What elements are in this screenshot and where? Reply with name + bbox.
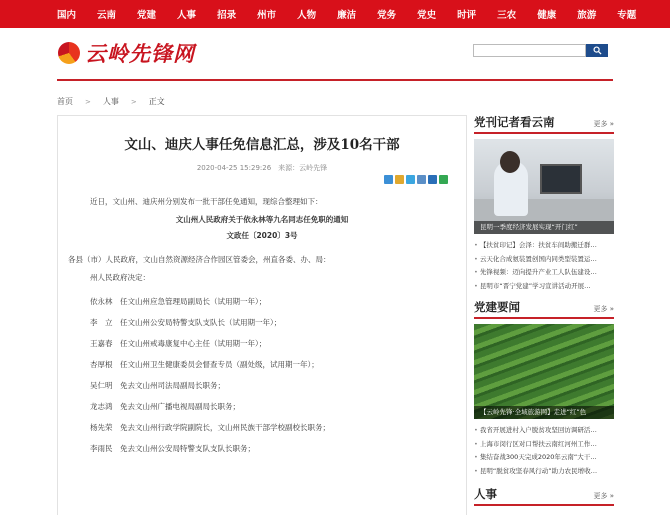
logo-text: 云岭先锋网	[85, 41, 195, 66]
sidebar-section-news	[474, 297, 614, 478]
article-title: 文山、迪庆人事任免信息汇总，涉及10名干部	[124, 137, 400, 153]
article-paragraph: 州人民政府决定：	[90, 273, 150, 282]
section-header	[474, 112, 614, 134]
sidebar	[474, 112, 614, 506]
breadcrumb-separator: >	[130, 97, 137, 106]
article-paragraph: 文政任〔2020〕3号	[226, 231, 298, 240]
header-divider	[57, 79, 613, 81]
breadcrumb-separator: >	[85, 97, 91, 106]
news-list	[474, 424, 614, 478]
photo-monitor	[540, 164, 582, 194]
feature-image[interactable]	[474, 139, 614, 234]
article-paragraph: 李 立 任文山州公安局特警支队支队长（试用期一年）；	[90, 318, 282, 327]
article-meta: 2020-04-25 15:29:26 来源：云岭先锋	[196, 164, 328, 172]
feature-image[interactable]	[474, 324, 614, 419]
logo-mark-icon	[58, 42, 80, 64]
section-header	[474, 297, 614, 319]
article-paragraph: 依永林 任文山州应急管理局副局长（试用期一年）；	[90, 297, 267, 306]
nav-item[interactable]: 党建	[137, 10, 157, 21]
news-link[interactable]: • 我省开展进村入户脱贫攻坚回访调研活…	[474, 424, 614, 438]
breadcrumb	[57, 96, 165, 107]
article-paragraph: 杨先荣 免去文山州行政学院副院长，文山州民族干部学校副校长职务；	[90, 423, 330, 432]
article-body	[68, 197, 456, 454]
nav-item[interactable]: 招录	[217, 10, 237, 21]
article-paragraph: 吴仁明 免去文山州司法局副局长职务；	[90, 381, 225, 390]
share-qzone-icon[interactable]	[384, 175, 393, 184]
nav-item[interactable]: 人物	[297, 10, 317, 21]
nav-item[interactable]: 专题	[617, 10, 637, 21]
news-link[interactable]: • 【扶贫印记】会泽：扶贫车间助搬迁群…	[474, 239, 614, 253]
nav-item[interactable]: 国内	[57, 10, 77, 21]
news-link[interactable]: • 云天化合成氨装置创国内同类型装置运…	[474, 253, 614, 267]
share-wechat-icon[interactable]	[439, 175, 448, 184]
article-paragraph: 近日，文山州、迪庆州分别发布一批干部任免通知，现综合整理如下：	[90, 197, 323, 206]
search-icon	[593, 46, 602, 55]
news-link[interactable]: • 上海市闵行区对口帮扶云南红河州工作…	[474, 438, 614, 452]
nav-item[interactable]: 州市	[257, 10, 277, 21]
sidebar-section-reporter	[474, 112, 614, 293]
site-logo[interactable]	[58, 38, 195, 68]
article-paragraph: 文山州人民政府关于依永林等九名同志任免职的通知	[175, 215, 349, 224]
news-link[interactable]: • 昆明市“晋宁党建”学习宣讲活动开展…	[474, 280, 614, 294]
share-renren-icon[interactable]	[417, 175, 426, 184]
search-button[interactable]	[586, 44, 608, 57]
article-paragraph: 王嘉春 任文山州戒毒康复中心主任（试用期一年）；	[90, 339, 267, 348]
nav-item[interactable]: 时评	[457, 10, 477, 21]
news-link[interactable]: • 先锋视频：迈向提升产业工人队伍建设…	[474, 266, 614, 280]
share-people-icon[interactable]	[428, 175, 437, 184]
feature-caption: 昆明一季度经济发展实现“开门红”	[474, 221, 614, 234]
article-paragraph: 杏厚根 任文山州卫生健康委员会督查专员（副处级，试用期一年）；	[90, 360, 319, 369]
nav-item[interactable]: 云南	[97, 10, 117, 21]
news-link[interactable]: • 集结奋战300天完成2020年云南“大干…	[474, 451, 614, 465]
more-link[interactable]: 更多 »	[593, 120, 614, 128]
news-list	[474, 239, 614, 293]
nav-item[interactable]: 健康	[537, 10, 557, 21]
article-paragraph: 龙志鸿 免去文山州广播电视局副局长职务；	[90, 402, 240, 411]
more-link[interactable]: 更多 »	[593, 492, 614, 500]
section-title: 党建要闻	[474, 300, 520, 314]
nav-item[interactable]: 人事	[177, 10, 197, 21]
top-nav	[0, 0, 670, 28]
share-bar	[384, 175, 448, 184]
news-link[interactable]: • 昆明“脱贫攻坚春风行动”助力农民增收…	[474, 465, 614, 479]
article-paragraph: 李雨民 免去文山州公安局特警支队支队长职务；	[90, 444, 255, 453]
nav-item[interactable]: 旅游	[577, 10, 597, 21]
article-paragraph: 各县（市）人民政府，文山自然资源经济合作园区管委会，州直各委、办、局：	[68, 255, 331, 264]
breadcrumb-item[interactable]: 首页	[57, 97, 73, 106]
share-weibo-icon[interactable]	[395, 175, 404, 184]
feature-caption: 【云岭先锋·全域旅游网】走进“红”色	[474, 406, 614, 419]
nav-item[interactable]: 党史	[417, 10, 437, 21]
share-tencent-icon[interactable]	[406, 175, 415, 184]
site-header	[0, 28, 670, 80]
search-input[interactable]	[473, 44, 586, 57]
breadcrumb-item[interactable]: 人事	[102, 97, 119, 106]
breadcrumb-item: 正文	[148, 97, 165, 106]
section-title: 人事	[474, 487, 497, 501]
photo-person-head	[500, 151, 520, 173]
nav-item[interactable]: 三农	[497, 10, 517, 21]
nav-item[interactable]: 廉洁	[337, 10, 357, 21]
nav-item[interactable]: 党务	[377, 10, 397, 21]
more-link[interactable]: 更多 »	[593, 305, 614, 313]
article-panel	[57, 115, 467, 515]
section-title: 党刊记者看云南	[474, 115, 555, 129]
